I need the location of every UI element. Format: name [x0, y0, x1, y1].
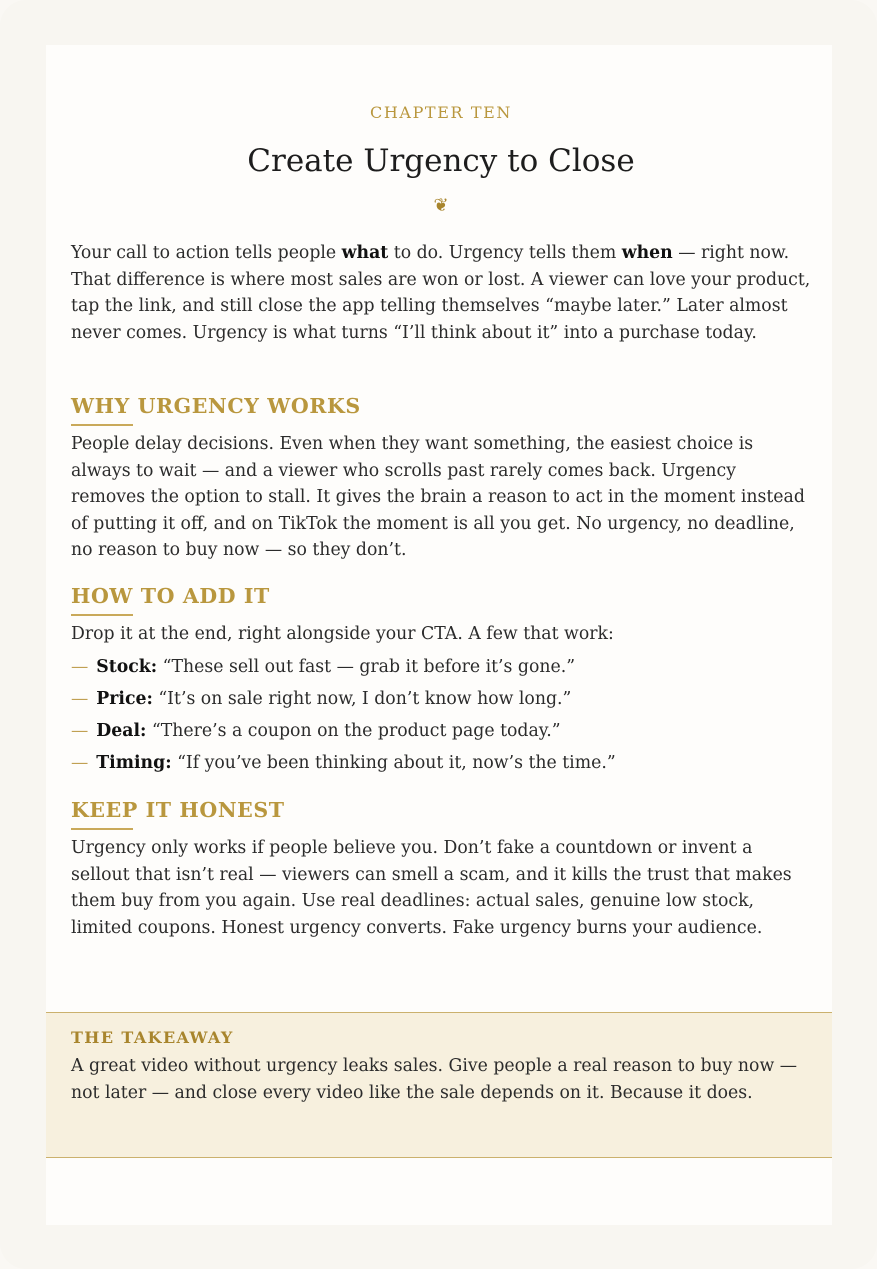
list-item-quote: “If you’ve been thinking about it, now’s the time.” [177, 753, 616, 773]
takeaway-heading: THE TAKEAWAY [71, 1028, 234, 1047]
list-item-label: Stock: [96, 657, 158, 677]
list-item-label: Price: [96, 689, 153, 709]
list-item [71, 715, 811, 747]
intro-text-1: Your call to action tells people [71, 243, 342, 263]
intro-text-3: — right now. That difference is where most sales are won or lost. A viewer can love your product, tap the link, and still close the app telling themselves “maybe later.” Later almost never comes. Urgency is what turns “I’ll think about it” into a purchase today. [71, 243, 811, 343]
list-item [71, 651, 811, 683]
list-item-quote: “It’s on sale right now, I don’t know how long.” [158, 689, 572, 709]
list-item-label: Deal: [96, 721, 147, 741]
heading-underline [71, 614, 133, 616]
list-item-quote: “There’s a coupon on the product page today.” [151, 721, 561, 741]
dash-marker-icon: — [71, 753, 89, 773]
list-item [71, 747, 811, 779]
intro-bold-what: what [341, 243, 389, 263]
flourish-ornament-icon: ❦ [433, 195, 449, 216]
chapter-title: Create Urgency to Close [247, 143, 635, 179]
book-page [46, 45, 832, 1225]
section-heading-how: HOW TO ADD IT [71, 584, 270, 608]
dash-marker-icon: — [71, 721, 89, 741]
heading-underline [71, 828, 133, 830]
urgency-examples-list [71, 651, 811, 779]
section-paragraph-honest: Urgency only works if people believe you. Don’t fake a countdown or invent a sellout that isn’t real — viewers can smell a scam, and it kills the trust that makes them buy from you again. Use real deadlines: actual sales, genuine low stock, limited coupons. Honest urgency converts. Fake urgency burns your audience. [71, 838, 792, 938]
section-heading-honest: KEEP IT HONEST [71, 798, 285, 822]
intro-text-2: to do. Urgency tells them [388, 243, 622, 263]
intro-bold-when: when [621, 243, 673, 263]
takeaway-text: A great video without urgency leaks sales. Give people a real reason to buy now — not later — and close every video like the sale depends on it. Because it does. [71, 1056, 798, 1103]
section-paragraph-how: Drop it at the end, right alongside your CTA. A few that work: [71, 624, 614, 644]
list-item-label: Timing: [96, 753, 172, 773]
section-heading-why: WHY URGENCY WORKS [71, 394, 361, 418]
heading-underline [71, 424, 133, 426]
dash-marker-icon: — [71, 689, 89, 709]
list-item [71, 683, 811, 715]
dash-marker-icon: — [71, 657, 89, 677]
list-item-quote: “These sell out fast — grab it before it’s gone.” [162, 657, 576, 677]
takeaway-box [46, 1012, 832, 1158]
section-paragraph-why: People delay decisions. Even when they want something, the easiest choice is always to wait — and a viewer who scrolls past rarely comes back. Urgency removes the option to stall. It gives the brain a reason to act in the moment instead of putting it off, and on TikTok the moment is all you get. No urgency, no deadline, no reason to buy now — so they don’t. [71, 434, 805, 560]
chapter-label: CHAPTER TEN [370, 103, 512, 122]
intro-paragraph [71, 240, 811, 346]
